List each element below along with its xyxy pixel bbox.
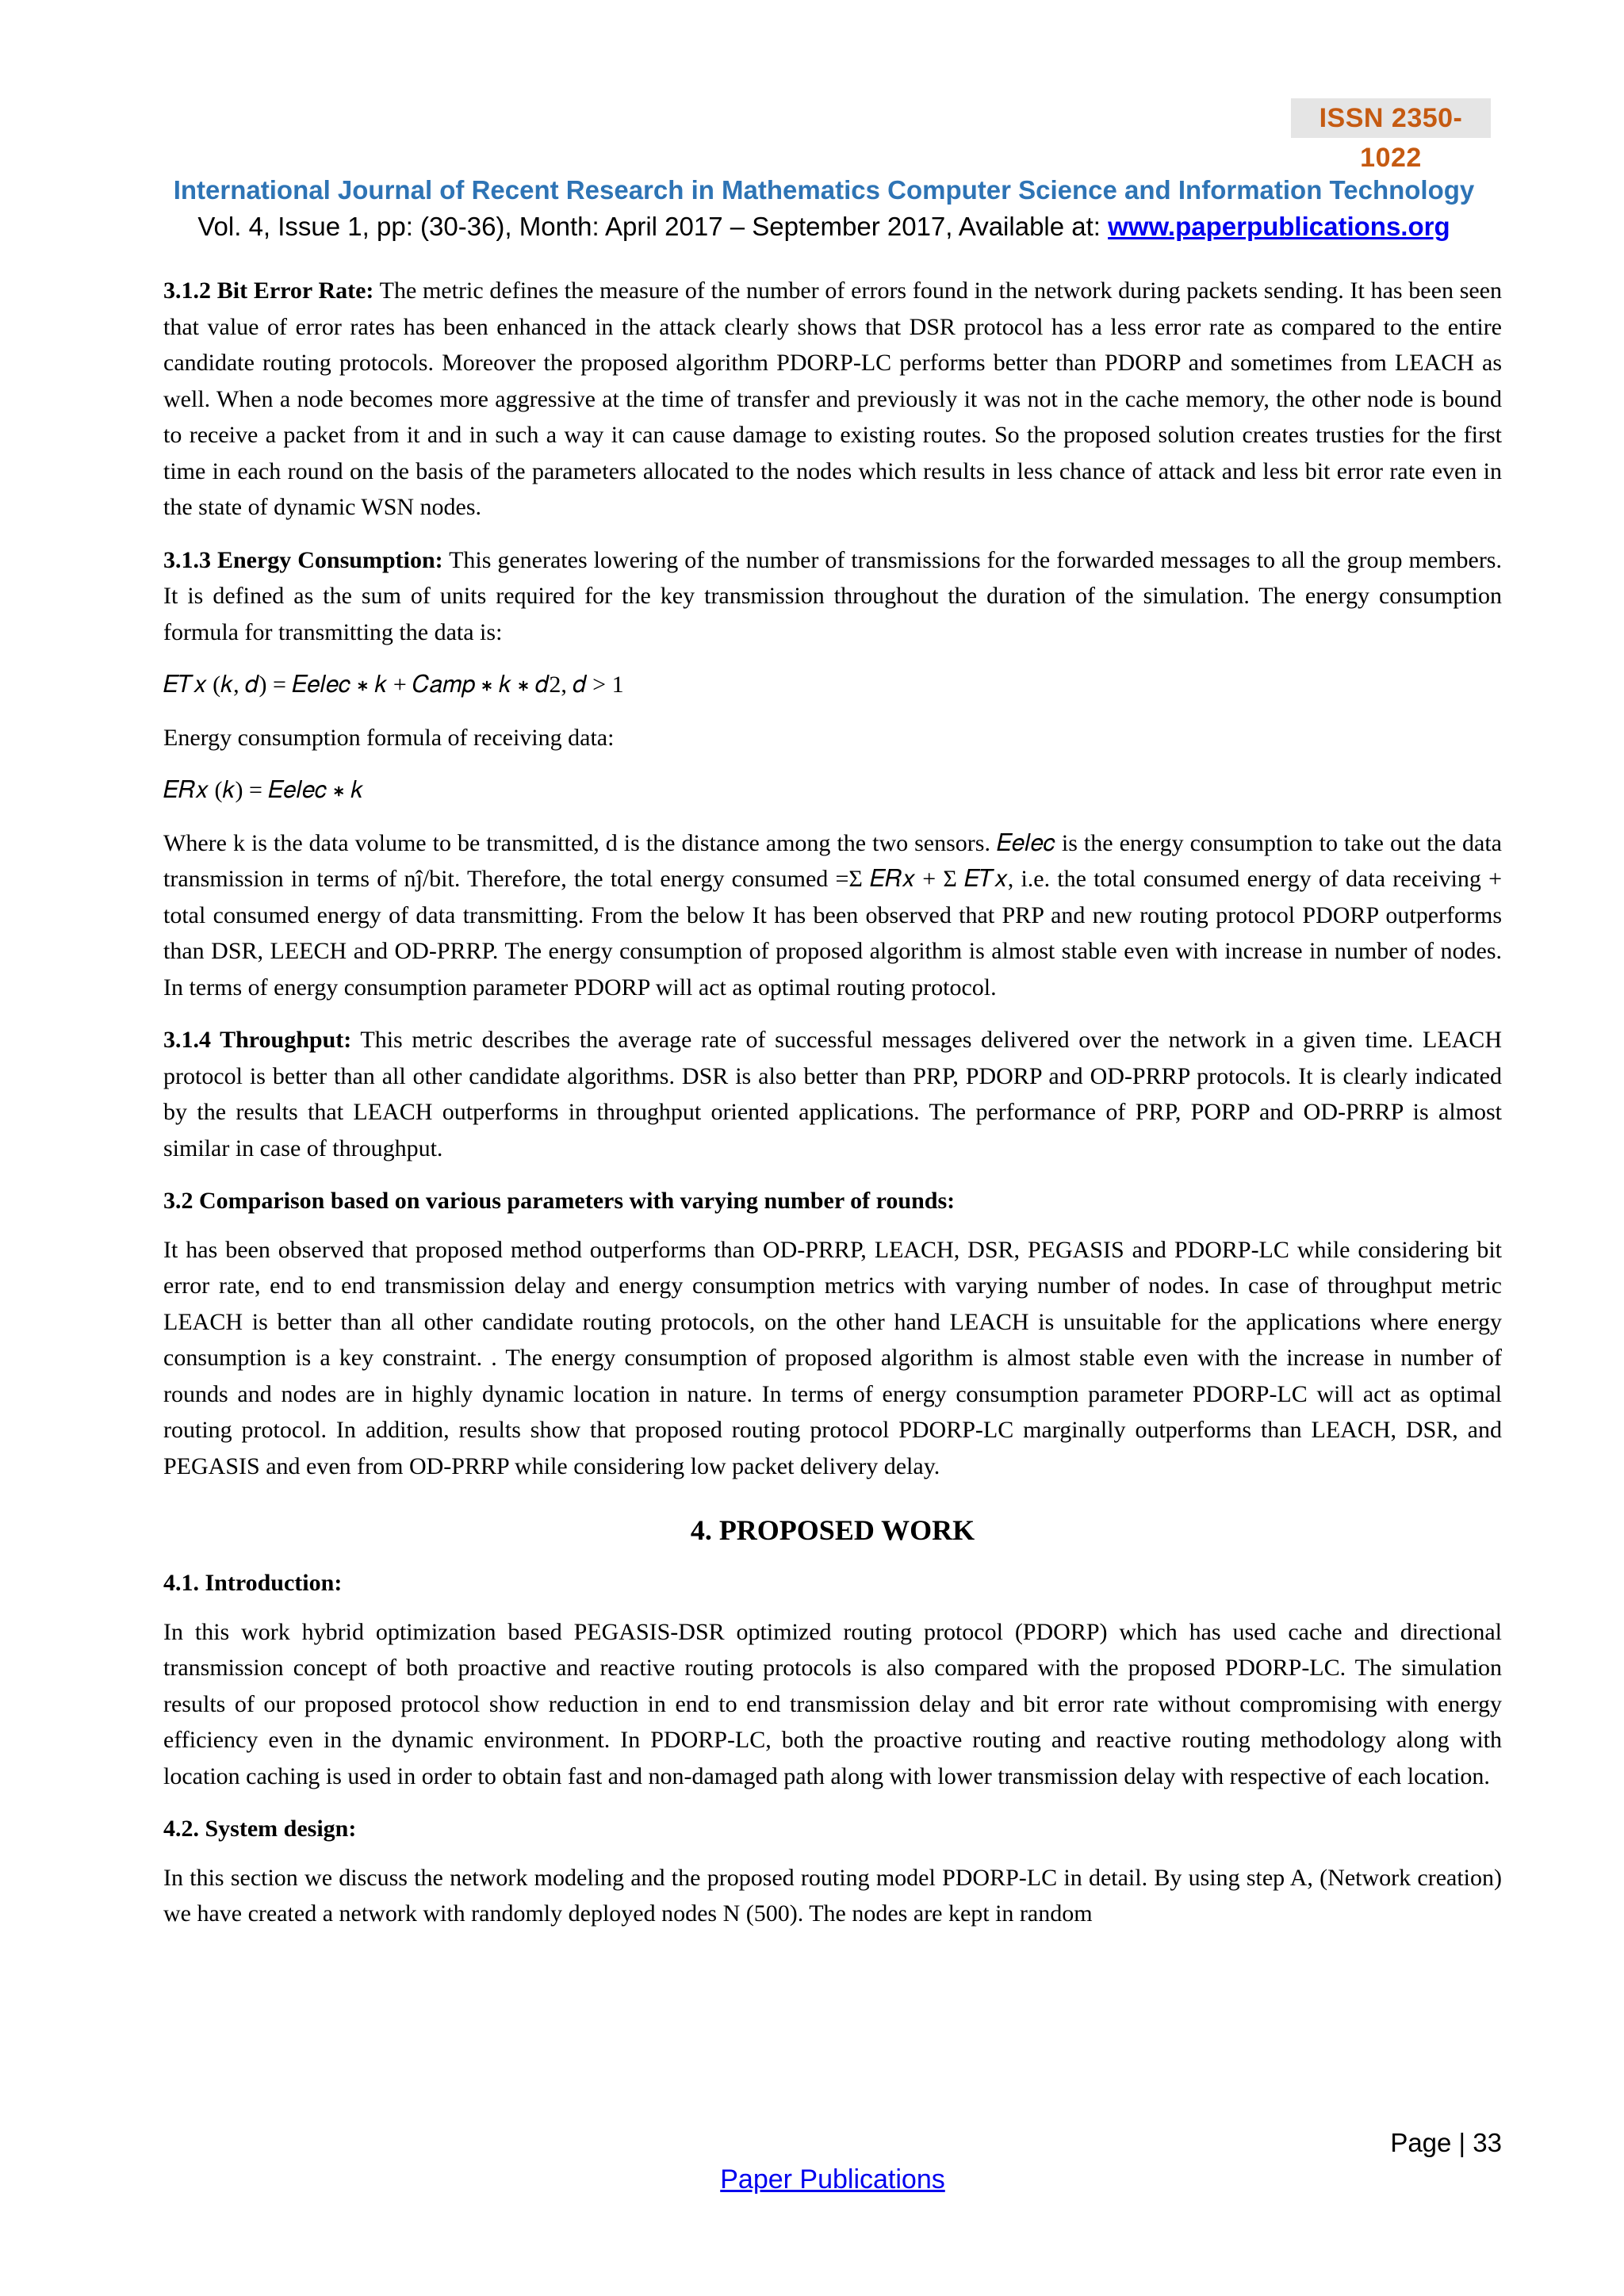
receiving-formula-label: Energy consumption formula of receiving data: bbox=[163, 724, 615, 751]
article-body bbox=[163, 273, 1502, 1949]
heading-introduction: 4.1. Introduction: bbox=[163, 1570, 343, 1596]
publisher-link[interactable]: Paper Publications bbox=[720, 2164, 945, 2195]
text-throughput: This metric describes the average rate of successful messages delivered over the network in a given time. LEACH protocol is better than all other candidate algorithms. DSR is also better than PRP, PDORP and OD-PRRP protocols. It is clearly indicated by the results that LEACH outperforms in throughput oriented applications. The performance of PRP, PORP and OD-PRRP is almost similar in case of throughput. bbox=[163, 1027, 1502, 1161]
paragraph-system-design: In this section we discuss the network modeling and the proposed routing model PDORP-LC in detail. By using step A, (Network creation) we have created a network with randomly deployed nodes N (500). The nodes are kept in random bbox=[163, 1864, 1502, 1927]
paragraph-comparison: It has been observed that proposed method outperforms than OD-PRRP, LEACH, DSR, PEGASIS and PDORP-LC while considering bit error rate, end to end transmission delay and energy consumption metrics with varying number of nodes. In case of throughput metric LEACH is better than all other candidate routing protocols, on the other hand LEACH is unsuitable for the applications where energy consumption is a key constraint. . The energy consumption of proposed algorithm is almost stable even with the increase in number of rounds and nodes are in highly dynamic location in nature. In terms of energy consumption parameter PDORP-LC will act as optimal routing protocol. In addition, results show that proposed routing protocol PDORP-LC marginally outperforms than LEACH, DSR, and PEGASIS and even from OD-PRRP while considering low packet delivery delay. bbox=[163, 1236, 1502, 1479]
issn-badge: ISSN 2350-1022 bbox=[1291, 98, 1491, 138]
formula-receive-energy: 𝐸𝑅𝑥 (𝑘) = 𝐸𝑒𝑙𝑒𝑐 ∗ 𝑘 bbox=[163, 777, 364, 803]
heading-throughput: 3.1.4 Throughput: bbox=[163, 1027, 352, 1053]
heading-bit-error-rate: 3.1.2 Bit Error Rate: bbox=[163, 277, 374, 304]
journal-info bbox=[163, 209, 1484, 244]
paragraph-bit-error-rate bbox=[163, 273, 1502, 526]
journal-website-link[interactable]: www.paperpublications.org bbox=[1108, 212, 1450, 241]
paragraph-introduction: In this work hybrid optimization based PEGASIS-DSR optimized routing protocol (PDORP) which has used cache and directional transmission concept of both proactive and reactive routing protocols is also compared with the proposed PDORP-LC. The simulation results of our proposed protocol show reduction in end to end transmission delay and bit error rate without compromising with energy efficiency even in the dynamic environment. In PDORP-LC, both the proactive routing and reactive routing methodology along with location caching is used in order to obtain fast and non-damaged path along with lower transmission delay with respective of each location. bbox=[163, 1618, 1502, 1789]
formula-transmit-energy: 𝐸𝑇𝑥 (𝑘, 𝑑) = 𝐸𝑒𝑙𝑒𝑐 ∗ 𝑘 + 𝐶𝑎𝑚𝑝 ∗ 𝑘 ∗ 𝑑2, 𝑑 > 1 bbox=[163, 672, 624, 698]
section-title-proposed-work: 4. PROPOSED WORK bbox=[690, 1514, 975, 1546]
heading-system-design: 4.2. System design: bbox=[163, 1816, 357, 1842]
page-number: Page | 33 bbox=[1390, 2128, 1502, 2157]
paragraph-energy-consumption bbox=[163, 542, 1502, 651]
text-energy-consumption: This generates lowering of the number of transmissions for the forwarded messages to all the group members. It is defined as the sum of units required for the key transmission throughout the duration of the simulation. The energy consumption formula for transmitting the data is: bbox=[163, 546, 1502, 645]
journal-title: International Journal of Recent Research in Mathematics Computer Science and Information Technology bbox=[173, 175, 1475, 205]
heading-energy-consumption: 3.1.3 Energy Consumption: bbox=[163, 546, 443, 573]
paragraph-throughput bbox=[163, 1022, 1502, 1166]
journal-info-text: Vol. 4, Issue 1, pp: (30-36), Month: April 2017 – September 2017, Available at: bbox=[197, 212, 1109, 241]
heading-comparison: 3.2 Comparison based on various parameters with varying number of rounds: bbox=[163, 1188, 956, 1214]
paragraph-energy-explanation: Where k is the data volume to be transmitted, d is the distance among the two sensors. 𝐸𝑒𝑙𝑒𝑐 is the energy consumption to take out the data transmission in terms of nĵ/bit. Therefore, the total energy consumed =Σ 𝐸𝑅𝑥 + Σ 𝐸𝑇𝑥, i.e. the total consumed energy of data receiving + total consumed energy of data transmitting. From the below It has been observed that PRP and new routing protocol PDORP outperforms than DSR, LEECH and OD-PRRP. The energy consumption of proposed algorithm is almost stable even with increase in number of nodes. In terms of energy consumption parameter PDORP will act as optimal routing protocol. bbox=[163, 829, 1502, 1001]
footer bbox=[0, 2164, 1624, 2195]
text-bit-error-rate: The metric defines the measure of the number of errors found in the network during packets sending. It has been seen that value of error rates has been enhanced in the attack clearly shows that DSR protocol has a less error rate as compared to the entire candidate routing protocols. Moreover the proposed algorithm PDORP-LC performs better than PDORP and sometimes from LEACH as well. When a node becomes more aggressive at the time of transfer and previously it was not in the cache memory, the other node is bound to receive a packet from it and in such a way it can cause damage to existing routes. So the proposed solution creates trusties for the first time in each round on the basis of the parameters allocated to the nodes which results in less chance of attack and less bit error rate even in the state of dynamic WSN nodes. bbox=[163, 277, 1502, 520]
